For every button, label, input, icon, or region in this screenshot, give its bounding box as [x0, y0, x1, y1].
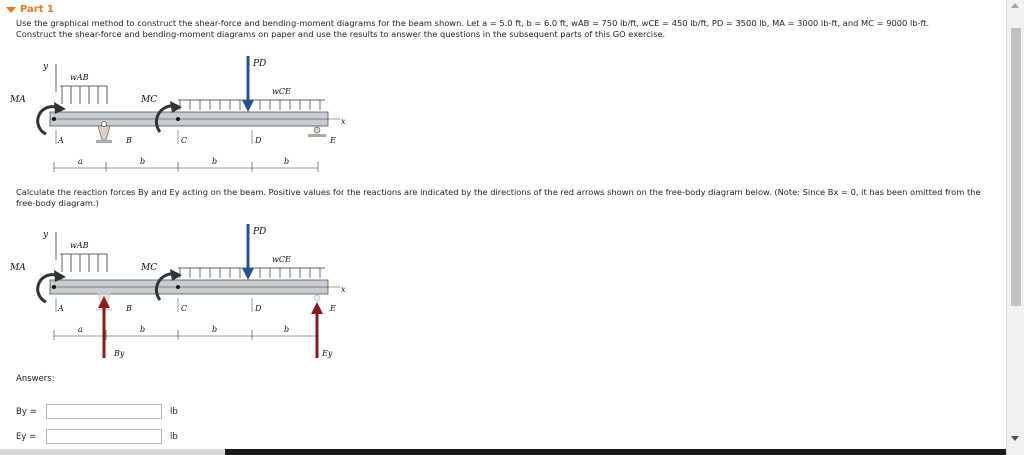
- vertical-scrollbar[interactable]: [1006, 0, 1024, 455]
- answer-row-ey: [16, 429, 178, 444]
- answers-heading: Answers:: [16, 374, 55, 384]
- free-body-diagram: [10, 220, 370, 370]
- wce-label: wCE: [272, 87, 291, 96]
- bottom-bar: [0, 449, 1007, 455]
- fbd-wab-load-arrows: [62, 254, 107, 272]
- fbd-wab-label: wAB: [70, 241, 89, 250]
- question-text: Calculate the reaction forces By and Ey acting on the beam. Positive values for the reactions are indicated by the directions of the red arrows shown on the free-body diagram below. (Note: Since Bx = 0, it has been omitted from the free-body diagram.): [16, 187, 981, 208]
- ey-unit-label: lb: [170, 431, 178, 442]
- pd-label: PD: [253, 59, 267, 69]
- fbd-ma-label: MA: [10, 263, 26, 273]
- pin-support-b: [98, 126, 110, 140]
- scroll-up-arrow-icon[interactable]: [1011, 3, 1019, 8]
- problem-line-2: Construct the shear-force and bending-moment diagrams on paper and use the results to answer the questions in the subsequent parts of this GO exercise.: [16, 29, 666, 39]
- y-axis-label: y: [43, 62, 49, 72]
- dim-b2-label: b: [212, 157, 218, 166]
- fbd-wce-label: wCE: [272, 255, 291, 264]
- fbd-dim-a-label: a: [78, 325, 83, 334]
- answer-row-by: [16, 404, 178, 419]
- collapse-triangle-icon[interactable]: [6, 7, 16, 13]
- dim-b3-label: b: [284, 157, 290, 166]
- dim-a-label: a: [78, 157, 83, 166]
- point-a-label: A: [58, 136, 64, 145]
- scroll-down-arrow-icon[interactable]: [1011, 436, 1019, 441]
- fbd-point-c-label: C: [181, 304, 188, 313]
- part-header[interactable]: [6, 4, 54, 15]
- fbd-dim-b1-label: b: [140, 325, 146, 334]
- by-unit-label: lb: [170, 406, 178, 417]
- fbd-mc-label: MC: [141, 263, 158, 273]
- by-answer-input[interactable]: [46, 404, 162, 419]
- fbd-point-e-label: E: [330, 304, 336, 313]
- wab-load-arrows: [62, 86, 107, 104]
- point-b-label: B: [126, 136, 132, 145]
- scrollbar-thumb[interactable]: [1011, 28, 1021, 306]
- fbd-dim-b2-label: b: [212, 325, 218, 334]
- part-title: Part 1: [20, 4, 54, 15]
- fbd-point-a-label: A: [58, 304, 64, 313]
- ey-answer-label: Ey =: [16, 431, 37, 442]
- beam-diagram: [10, 52, 370, 177]
- dim-b1-label: b: [140, 157, 146, 166]
- by-label: By: [114, 349, 125, 358]
- wab-label: wAB: [70, 73, 89, 82]
- fbd-x-axis-label: x: [341, 285, 346, 294]
- by-answer-label: By =: [16, 406, 37, 417]
- ma-label: MA: [10, 95, 26, 105]
- ey-answer-input[interactable]: [46, 429, 162, 444]
- fbd-point-d-label: D: [255, 304, 262, 313]
- fbd-y-axis-label: y: [43, 230, 49, 240]
- roller-support-e: [314, 127, 320, 133]
- fbd-pd-label: PD: [253, 227, 267, 237]
- point-e-label: E: [330, 136, 336, 145]
- mc-label: MC: [141, 95, 158, 105]
- fbd-dim-b3-label: b: [284, 325, 290, 334]
- fbd-point-b-label: B: [126, 304, 132, 313]
- point-d-label: D: [255, 136, 262, 145]
- problem-line-1: Use the graphical method to construct the shear-force and bending-moment diagrams for the beam shown. Let a = 5.0 ft, b = 6.0 ft, wAB = 750 lb/ft, wCE = 450 lb/ft, PD = 3500 lb, MA = 3000 lb-ft, and MC = 9000 lb-ft.: [16, 18, 930, 28]
- ey-label: Ey: [322, 349, 333, 358]
- point-c-label: C: [181, 136, 188, 145]
- x-axis-label: x: [341, 117, 346, 126]
- problem-statement: [16, 18, 1001, 40]
